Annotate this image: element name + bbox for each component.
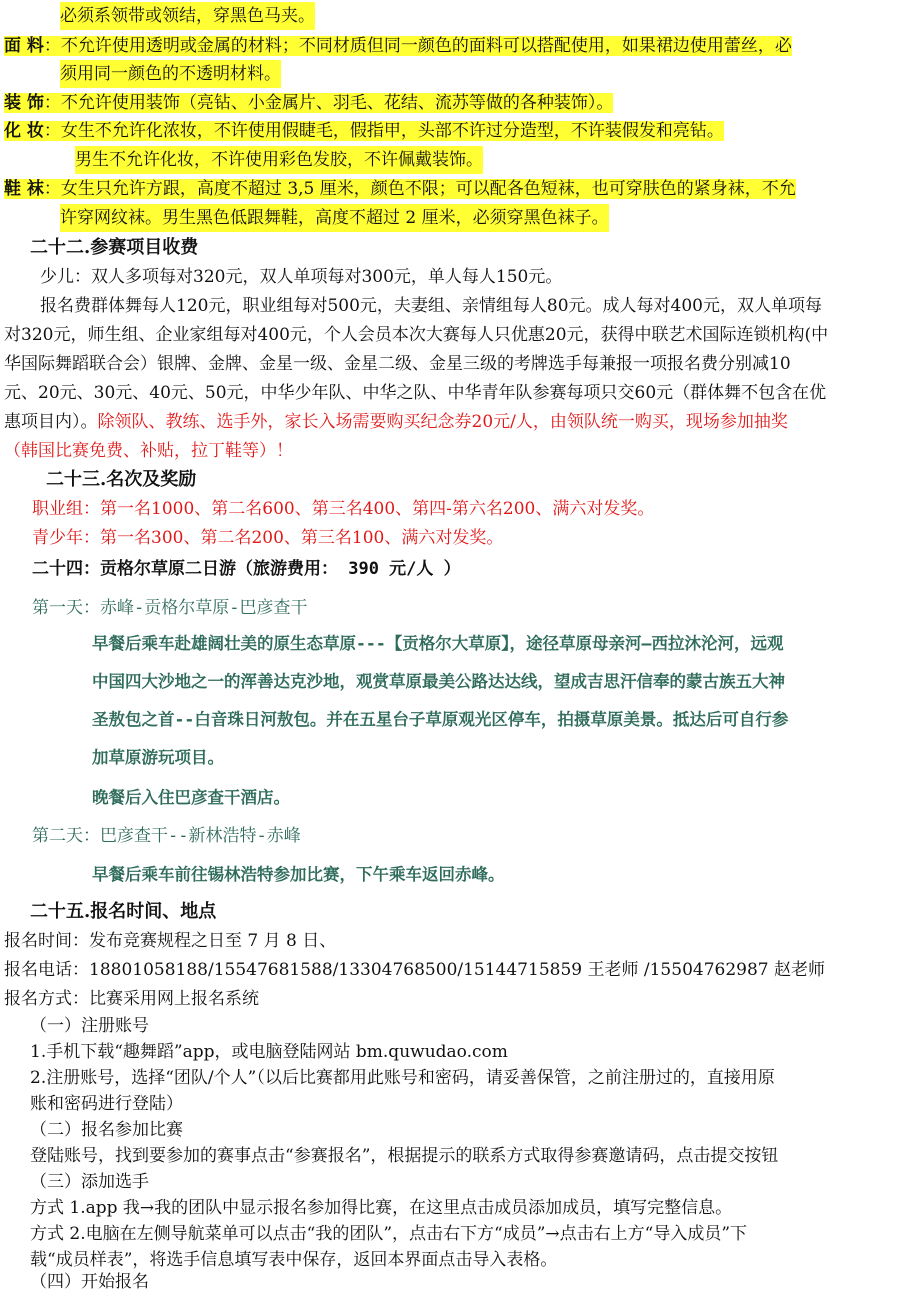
fees-line-4: 华国际舞蹈联合会）银牌、金牌、金星一级、金星二级、金星三级的考牌选手每兼报一项报名费分别减10 xyxy=(4,354,791,374)
fees-line-7: （韩国比赛免费、补贴，拉丁鞋等）！ xyxy=(4,441,293,461)
reg-step-1-line-2: 2.注册账号，选择“团队/个人”（以后比赛都用此账号和密码，请妥善保管，之前注册过的，直接用原 xyxy=(30,1068,775,1088)
parent-ticket-note: 除领队、教练、选手外，家长入场需要购买纪念券20元/人，由领队统一购买，现场参加抽奖 xyxy=(97,412,788,432)
fabric-rule xyxy=(4,32,792,60)
tour-day1-line-2: 中国四大沙地之一的浑善达克沙地，观赏草原最美公路达达线，望成吉思汗信奉的蒙古族五大神 xyxy=(92,672,785,691)
fees-line-5: 元、20元、30元、40元、50元，中华少年队、中华之队、中华青年队参赛每项只交60元（群体舞不包含在优 xyxy=(4,383,827,403)
tour-day1-title: 第一天：赤峰-贡格尔草原-巴彦查干 xyxy=(32,598,308,618)
fees-line-2: 报名费群体舞每人120元，职业组每对500元，夫妻组、亲情组每人80元。成人每对400元，双人单项每 xyxy=(40,296,822,316)
shoes-text-cont: 许穿网纹袜。男生黑色低跟舞鞋，高度不超过 2 厘米，必须穿黑色袜子。 xyxy=(60,204,609,232)
reg-step-1-line-3: 账和密码进行登陆） xyxy=(30,1094,183,1114)
shoes-label: 鞋 袜 xyxy=(4,179,44,199)
awards-heading: 二十三.名次及奖励 xyxy=(46,469,197,490)
makeup-text-men: 男生不允许化妆，不许使用彩色发胶，不许佩戴装饰。 xyxy=(75,146,483,174)
reg-step-3-line-1: 方式 1.app 我→我的团队中显示报名参加得比赛，在这里点击成员添加成员，填写完整信息。 xyxy=(30,1198,733,1218)
awards-pro: 职业组：第一名1000、第二名600、第三名400、第四-第六名200、满六对发奖。 xyxy=(32,499,655,519)
fees-line-1: 少儿：双人多项每对320元，双人单项每对300元，单人每人150元。 xyxy=(40,267,563,287)
decor-rule xyxy=(4,89,613,117)
reg-heading: 二十五.报名时间、地点 xyxy=(30,901,217,922)
fees-line-6 xyxy=(4,408,788,436)
reg-step-2-title: （二）报名参加比赛 xyxy=(30,1120,183,1140)
shoes-rule xyxy=(4,175,796,203)
tour-day1-line-5: 晚餐后入住巴彦查干酒店。 xyxy=(92,788,290,807)
makeup-text: ：女生不允许化浓妆，不许使用假睫毛，假指甲，头部不许过分造型，不许装假发和亮钻。 xyxy=(43,121,724,141)
tour-day1-line-4: 加草原游玩项目。 xyxy=(92,748,224,767)
tour-heading: 二十四：贡格尔草原二日游（旅游费用： 390 元/人 ） xyxy=(32,559,461,579)
tour-day1-line-1: 早餐后乘车赴雄阔壮美的原生态草原---【贡格尔大草原】，途径草原母亲河—西拉沐沦河，远观 xyxy=(92,634,784,653)
reg-step-3-line-3: 载“成员样表”，将选手信息填写表中保存，返回本界面点击导入表格。 xyxy=(30,1250,558,1270)
reg-step-4-title: （四）开始报名 xyxy=(30,1272,149,1292)
reg-time: 报名时间：发布竞赛规程之日至 7 月 8 日、 xyxy=(4,931,337,951)
reg-method: 报名方式：比赛采用网上报名系统 xyxy=(4,989,259,1009)
fees-line-6-text: 惠项目内）。 xyxy=(4,412,98,432)
tour-day2-title: 第二天：巴彦查干--新林浩特-赤峰 xyxy=(32,826,301,846)
tour-day2-line-1: 早餐后乘车前往锡林浩特参加比赛，下午乘车返回赤峰。 xyxy=(92,865,505,884)
fabric-text: ：不允许使用透明或金属的材料；不同材质但同一颜色的面料可以搭配使用，如果裙边使用蕾丝，必 xyxy=(43,36,792,56)
makeup-rule xyxy=(4,117,724,145)
reg-step-3-title: （三）添加选手 xyxy=(30,1172,149,1192)
reg-phone: 报名电话：18801058188/15547681588/13304768500/15144715859 王老师 /15504762987 赵老师 xyxy=(4,960,825,980)
shoes-text: ：女生只允许方跟，高度不超过 3,5 厘米，颜色不限；可以配各色短袜，也可穿肤色的紧身袜，不允 xyxy=(43,179,796,199)
awards-youth: 青少年：第一名300、第二名200、第三名100、满六对发奖。 xyxy=(32,528,504,548)
reg-step-1-title: （一）注册账号 xyxy=(30,1016,149,1036)
dress-line-0: 必须系领带或领结，穿黑色马夹。 xyxy=(60,2,315,30)
reg-step-1-line-1: 1.手机下载“趣舞蹈”app，或电脑登陆网站 bm.quwudao.com xyxy=(30,1042,508,1062)
fabric-label: 面 料 xyxy=(4,36,44,56)
reg-step-3-line-2: 方式 2.电脑在左侧导航菜单可以点击“我的团队”，点击右下方“成员”→点击右上方“导入成员”下 xyxy=(30,1224,748,1244)
decor-label: 装 饰 xyxy=(4,93,44,113)
fees-line-3: 对320元，师生组、企业家组每对400元，个人会员本次大赛每人只优惠20元，获得中联艺术国际连锁机构(中 xyxy=(4,325,829,345)
fees-heading: 二十二.参赛项目收费 xyxy=(30,237,199,258)
makeup-label: 化 妆 xyxy=(4,121,44,141)
reg-step-2-line-1: 登陆账号，找到要参加的赛事点击“参赛报名”，根据提示的联系方式取得参赛邀请码，点击提交按钮 xyxy=(30,1146,779,1166)
decor-text: ：不允许使用装饰（亮钻、小金属片、羽毛、花结、流苏等做的各种装饰）。 xyxy=(43,93,614,113)
tour-day1-line-3: 圣敖包之首--白音珠日河敖包。并在五星台子草原观光区停车，拍摄草原美景。抵达后可自行参 xyxy=(92,710,789,729)
fabric-text-cont: 须用同一颜色的不透明材料。 xyxy=(60,60,281,88)
